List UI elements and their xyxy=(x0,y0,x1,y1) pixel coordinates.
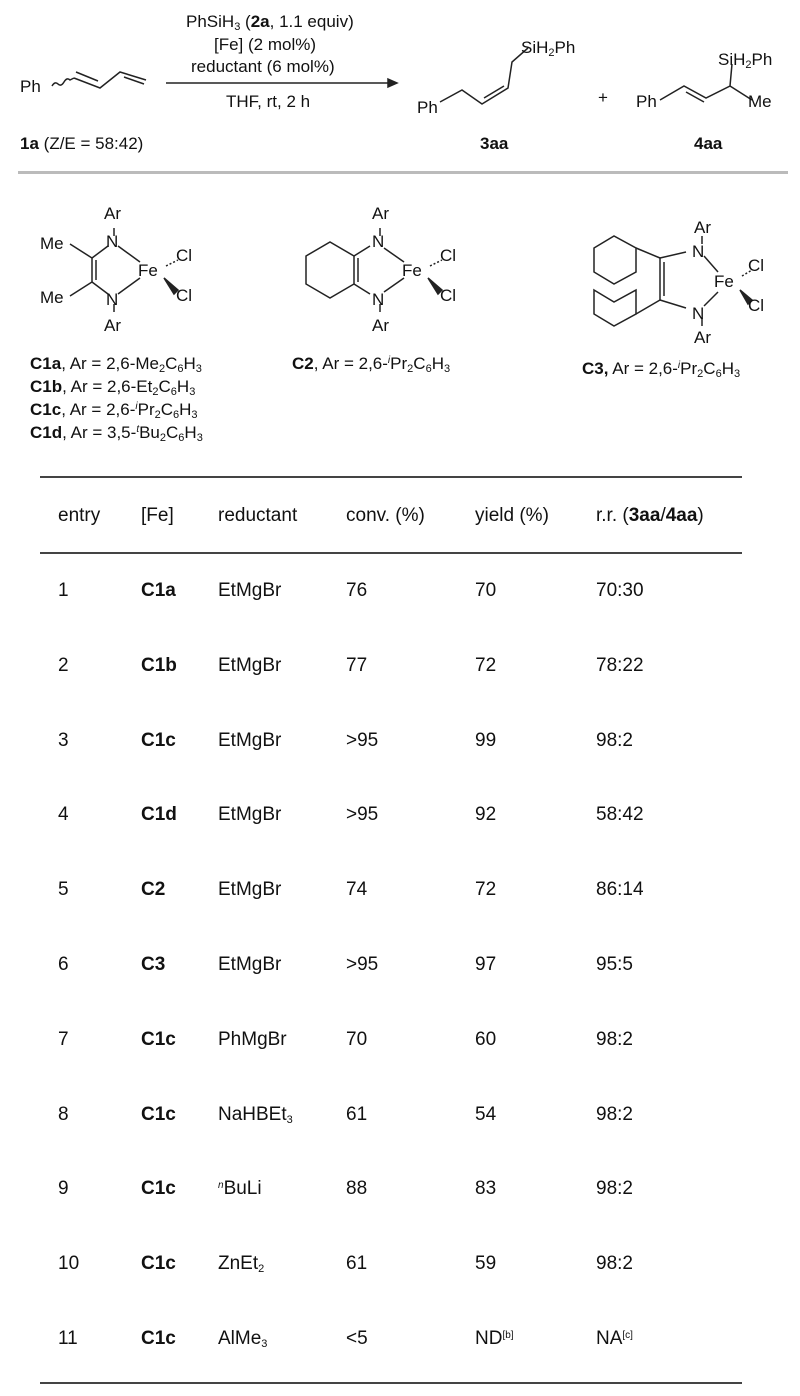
caption-text: , Ar = 2,6- xyxy=(313,354,388,373)
cell-rr xyxy=(596,1104,633,1126)
cell-fe: C2 xyxy=(141,879,166,900)
cell-red xyxy=(218,580,281,602)
c1a-caption xyxy=(30,354,202,374)
caption-sub: 2 xyxy=(152,386,159,398)
table-bottom-rule xyxy=(40,1382,742,1384)
cell-yield xyxy=(475,1029,496,1051)
cell-conv: <5 xyxy=(346,1328,368,1349)
cell-fe: C1c xyxy=(141,1029,176,1050)
reductant-name: BuLi xyxy=(223,1178,262,1199)
header-fe: [Fe] xyxy=(141,505,174,526)
c2-ar-top-label: Ar xyxy=(372,204,389,223)
reductant-name: PhMgBr xyxy=(218,1029,287,1050)
table-header-rule xyxy=(40,552,742,554)
header-rr-slash: / xyxy=(660,505,666,526)
caption-sub: 3 xyxy=(189,386,196,398)
cell-yield xyxy=(475,1253,496,1275)
caption-text: H xyxy=(431,354,444,373)
cell-red xyxy=(218,1178,262,1200)
cell-conv: 74 xyxy=(346,879,368,900)
rr-footnote: [c] xyxy=(622,1330,633,1341)
c1-n-fe-bond xyxy=(118,246,140,262)
c2-imine-bond xyxy=(354,284,370,294)
substrate-id: 1a xyxy=(20,134,39,153)
c2-imine-bond xyxy=(354,246,370,256)
caption-sub: 3 xyxy=(196,432,203,444)
caption-sub: 3 xyxy=(443,363,451,375)
yield-value: 72 xyxy=(475,655,497,676)
c3-cl-top-label: Cl xyxy=(748,256,765,275)
c2-cyclohexane xyxy=(306,242,354,298)
caption-sub: 3 xyxy=(195,363,202,375)
header-rr-4aa: 4aa xyxy=(665,505,698,526)
c2-n-bottom-label: N xyxy=(372,290,385,309)
caption-text: H xyxy=(176,377,190,396)
plus-sign: + xyxy=(598,88,608,107)
cell-rr xyxy=(596,580,644,602)
c3-ring-b xyxy=(594,290,636,326)
rr-value: 98:2 xyxy=(596,730,633,751)
c2-cl-bottom-label: Cl xyxy=(440,286,457,305)
yield-value: 70 xyxy=(475,580,497,601)
cell-rr xyxy=(596,1178,633,1200)
silyl-text: SiH xyxy=(718,50,746,69)
rr-value: 98:2 xyxy=(596,1029,633,1050)
yield-value: 92 xyxy=(475,804,497,825)
substrate-ratio: (Z/E = 58:42) xyxy=(43,134,144,153)
cell-fe: C1c xyxy=(141,1104,176,1125)
cell-red xyxy=(218,1104,293,1126)
condition-line-3: reductant (6 mol%) xyxy=(191,57,335,76)
caption-text: Pr xyxy=(390,354,408,373)
condition-line-4: THF, rt, 2 h xyxy=(226,92,311,111)
cell-rr xyxy=(596,804,644,826)
reductant-name: EtMgBr xyxy=(218,655,282,676)
cell-fe: C1a xyxy=(141,580,176,601)
caption-sub: 3 xyxy=(191,409,198,421)
product-3aa-ph: Ph xyxy=(417,98,438,117)
caption-text: , Ar = 2,6- xyxy=(61,400,136,419)
cell-rr xyxy=(596,730,633,752)
caption-sub: 3 xyxy=(733,368,741,380)
caption-sub: 2 xyxy=(158,363,166,375)
substrate-ph: Ph xyxy=(20,77,41,96)
product-4aa-me: Me xyxy=(748,92,772,111)
catalyst-c1-structure xyxy=(70,228,178,312)
cond-silane: PhSiH xyxy=(186,12,235,31)
c2-n-fe-bond xyxy=(384,278,404,292)
cell-red xyxy=(218,1029,287,1051)
reductant-name: EtMgBr xyxy=(218,580,282,601)
c3-caption xyxy=(582,359,740,379)
cell-conv: >95 xyxy=(346,804,379,825)
reductant-name: NaHBEt xyxy=(218,1104,287,1125)
reductant-sub: 2 xyxy=(258,1263,265,1275)
c3-imine-bond xyxy=(660,252,686,258)
caption-text: C xyxy=(413,354,426,373)
reductant-name: EtMgBr xyxy=(218,804,282,825)
c2-n-top-label: N xyxy=(372,232,385,251)
yield-value: 99 xyxy=(475,730,497,751)
caption-text: H xyxy=(183,354,196,373)
yield-value: 60 xyxy=(475,1029,497,1050)
caption-sub: 6 xyxy=(425,363,432,375)
caption-sub: 6 xyxy=(170,386,177,398)
silyl-ph: Ph xyxy=(554,38,576,57)
caption-sup: t xyxy=(136,424,140,435)
cell-yield xyxy=(475,730,496,752)
cell-entry: 6 xyxy=(58,954,69,975)
cell-entry: 11 xyxy=(58,1328,78,1349)
cell-yield xyxy=(475,1104,496,1126)
c3-cl-bottom-label: Cl xyxy=(748,296,765,315)
cell-fe: C1c xyxy=(141,1178,176,1199)
silyl-ph: Ph xyxy=(751,50,773,69)
cond-silane-id: 2a xyxy=(250,12,270,31)
reductant-name: EtMgBr xyxy=(218,730,282,751)
c2-fe-label: Fe xyxy=(402,261,422,280)
caption-text: Pr xyxy=(137,400,155,419)
c2-cl-top-label: Cl xyxy=(440,246,457,265)
yield-value: 83 xyxy=(475,1178,497,1199)
caption-id: C2 xyxy=(292,354,314,373)
caption-text: Pr xyxy=(680,359,698,378)
c1b-caption xyxy=(30,377,195,397)
cell-red xyxy=(218,655,281,677)
rr-value: 78:22 xyxy=(596,655,644,676)
cell-yield xyxy=(475,879,496,901)
cell-yield xyxy=(475,1328,514,1350)
table-top-rule xyxy=(40,476,742,478)
cond-silane-sub: 3 xyxy=(234,21,241,33)
cell-yield xyxy=(475,655,496,677)
rr-value: 98:2 xyxy=(596,1178,633,1199)
header-reductant: reductant xyxy=(218,505,298,526)
caption-text: H xyxy=(184,423,197,442)
caption-text: C xyxy=(165,354,178,373)
cond-silane-equiv: , 1.1 equiv) xyxy=(269,12,354,31)
rr-value: 98:2 xyxy=(596,1104,633,1125)
reductant-sub: 3 xyxy=(261,1338,268,1350)
caption-text: , Ar = 2,6-Me xyxy=(61,354,159,373)
caption-text: C xyxy=(166,423,179,442)
c3-n-fe-bond xyxy=(704,292,718,306)
cell-fe: C1c xyxy=(141,1253,176,1274)
caption-text: C xyxy=(158,377,171,396)
reductant-sup: n xyxy=(218,1180,224,1191)
cell-conv: 88 xyxy=(346,1178,368,1199)
c1-ar-bottom-label: Ar xyxy=(104,316,121,335)
rr-value: NA xyxy=(596,1328,623,1349)
silyl-sub: 2 xyxy=(745,59,752,71)
reductant-name: AlMe xyxy=(218,1328,262,1349)
cell-red xyxy=(218,1253,264,1275)
caption-sub: 2 xyxy=(697,368,704,380)
header-yield: yield (%) xyxy=(475,505,549,526)
caption-text: C xyxy=(160,400,174,419)
caption-text: , Ar = 2,6-Et xyxy=(62,377,153,396)
cell-entry: 7 xyxy=(58,1029,69,1050)
reductant-name: EtMgBr xyxy=(218,879,282,900)
reductant-name: ZnEt xyxy=(218,1253,259,1274)
yield-value: 59 xyxy=(475,1253,497,1274)
condition-line-1: PhSiH$_3$ (2a, 1.1 equiv) xyxy=(186,12,354,33)
c1-me-bottom-label: Me xyxy=(40,288,64,307)
caption-text: , Ar = 3,5- xyxy=(62,423,137,442)
yield-value: 72 xyxy=(475,879,497,900)
caption-sub: 6 xyxy=(178,432,185,444)
c3-n-fe-bond xyxy=(704,256,718,272)
c1-n-fe-bond xyxy=(118,278,140,294)
caption-sub: 2 xyxy=(407,363,414,375)
rr-value: 70:30 xyxy=(596,580,644,601)
caption-text: C xyxy=(703,359,716,378)
c3-fe-label: Fe xyxy=(714,272,734,291)
rr-value: 95:5 xyxy=(596,954,633,975)
caption-sub: 6 xyxy=(177,363,184,375)
rr-value: 58:42 xyxy=(596,804,644,825)
cell-red xyxy=(218,804,281,826)
c1-backbone xyxy=(70,244,92,296)
header-entry: entry xyxy=(58,505,101,526)
c2-ar-bottom-label: Ar xyxy=(372,316,389,335)
cell-rr xyxy=(596,879,644,901)
cell-yield xyxy=(475,804,496,826)
product-3aa-label: 3aa xyxy=(480,134,509,153)
cell-red xyxy=(218,730,281,752)
cell-conv: 61 xyxy=(346,1253,368,1274)
cell-fe: C1c xyxy=(141,730,176,751)
c1-cl-top-label: Cl xyxy=(176,246,193,265)
cell-fe: C1b xyxy=(141,655,177,676)
caption-sup: i xyxy=(677,360,681,371)
cell-entry: 10 xyxy=(58,1253,80,1274)
caption-text: H xyxy=(179,400,192,419)
cell-entry: 9 xyxy=(58,1178,69,1199)
cell-conv: 61 xyxy=(346,1104,368,1125)
caption-id: C3, xyxy=(582,359,609,378)
yield-value: 54 xyxy=(475,1104,497,1125)
caption-sub: 2 xyxy=(154,409,161,421)
cell-entry: 2 xyxy=(58,655,69,676)
c1-me-top-label: Me xyxy=(40,234,64,253)
silyl-text: SiH xyxy=(521,38,549,57)
cell-rr xyxy=(596,1029,633,1051)
cell-yield xyxy=(475,580,496,602)
cell-rr xyxy=(596,1253,633,1275)
header-rr-close: ) xyxy=(697,505,704,526)
cell-fe: C3 xyxy=(141,954,166,975)
header-rr-3aa: 3aa xyxy=(628,505,661,526)
c1-n-bottom-label: N xyxy=(106,290,119,309)
cell-rr xyxy=(596,655,644,677)
reductant-sub: 3 xyxy=(286,1114,293,1126)
product-4aa-ph: Ph xyxy=(636,92,657,111)
cell-entry: 3 xyxy=(58,730,69,751)
yield-value: ND xyxy=(475,1328,503,1349)
cell-conv: 70 xyxy=(346,1029,368,1050)
reductant-name: EtMgBr xyxy=(218,954,282,975)
caption-sub: 6 xyxy=(715,368,722,380)
header-rr xyxy=(596,505,704,527)
c3-n-top-label: N xyxy=(692,242,705,261)
c1d-caption xyxy=(30,423,203,443)
caption-id: C1d xyxy=(30,423,63,442)
c1-n-top-label: N xyxy=(106,232,119,251)
c1-cl-bottom-label: Cl xyxy=(176,286,193,305)
cell-red xyxy=(218,954,281,976)
caption-sup: i xyxy=(135,401,138,412)
caption-id: C1a xyxy=(30,354,62,373)
cell-entry: 5 xyxy=(58,879,69,900)
rr-value: 86:14 xyxy=(596,879,644,900)
cell-conv: 77 xyxy=(346,655,368,676)
caption-sup: i xyxy=(387,355,391,366)
caption-text: Bu xyxy=(139,423,160,442)
c2-n-fe-bond xyxy=(384,248,404,262)
c3-five-ring xyxy=(636,248,660,258)
cell-fe: C1d xyxy=(141,804,177,825)
c3-imine-bond xyxy=(660,300,686,308)
c1-fe-label: Fe xyxy=(138,261,158,280)
cell-rr xyxy=(596,1328,633,1350)
silyl-sub: 2 xyxy=(548,47,555,59)
cell-conv: >95 xyxy=(346,730,379,751)
product-4aa-label: 4aa xyxy=(694,134,723,153)
caption-sub: 2 xyxy=(159,432,167,444)
c3-ar-bottom-label: Ar xyxy=(694,328,711,347)
header-rr-text: r.r. ( xyxy=(596,505,629,526)
cell-yield xyxy=(475,954,496,976)
cell-fe: C1c xyxy=(141,1328,176,1349)
cell-rr xyxy=(596,954,633,976)
cell-conv: 76 xyxy=(346,580,368,601)
caption-id: C1b xyxy=(30,377,63,396)
caption-text: H xyxy=(721,359,734,378)
cell-entry: 4 xyxy=(58,804,69,825)
c3-five-ring xyxy=(636,300,660,314)
yield-value: 97 xyxy=(475,954,497,975)
cell-red xyxy=(218,879,281,901)
c3-ring-a xyxy=(594,236,636,284)
caption-id: C1c xyxy=(30,400,62,419)
cell-entry: 1 xyxy=(58,580,69,601)
c3-n-bottom-label: N xyxy=(692,304,705,323)
cell-red xyxy=(218,1328,267,1350)
c3-ar-top-label: Ar xyxy=(694,218,711,237)
caption-text: Ar = 2,6- xyxy=(608,359,678,378)
c1-ar-top-label: Ar xyxy=(104,204,121,223)
cell-entry: 8 xyxy=(58,1104,69,1125)
condition-line-2: [Fe] (2 mol%) xyxy=(214,35,317,54)
caption-sub: 6 xyxy=(173,409,180,421)
c2-caption xyxy=(292,354,450,374)
cell-conv: >95 xyxy=(346,954,379,975)
header-conv: conv. (%) xyxy=(346,505,425,526)
rr-value: 98:2 xyxy=(596,1253,633,1274)
yield-footnote: [b] xyxy=(502,1330,514,1341)
c1c-caption xyxy=(30,400,198,420)
cell-yield xyxy=(475,1178,496,1200)
